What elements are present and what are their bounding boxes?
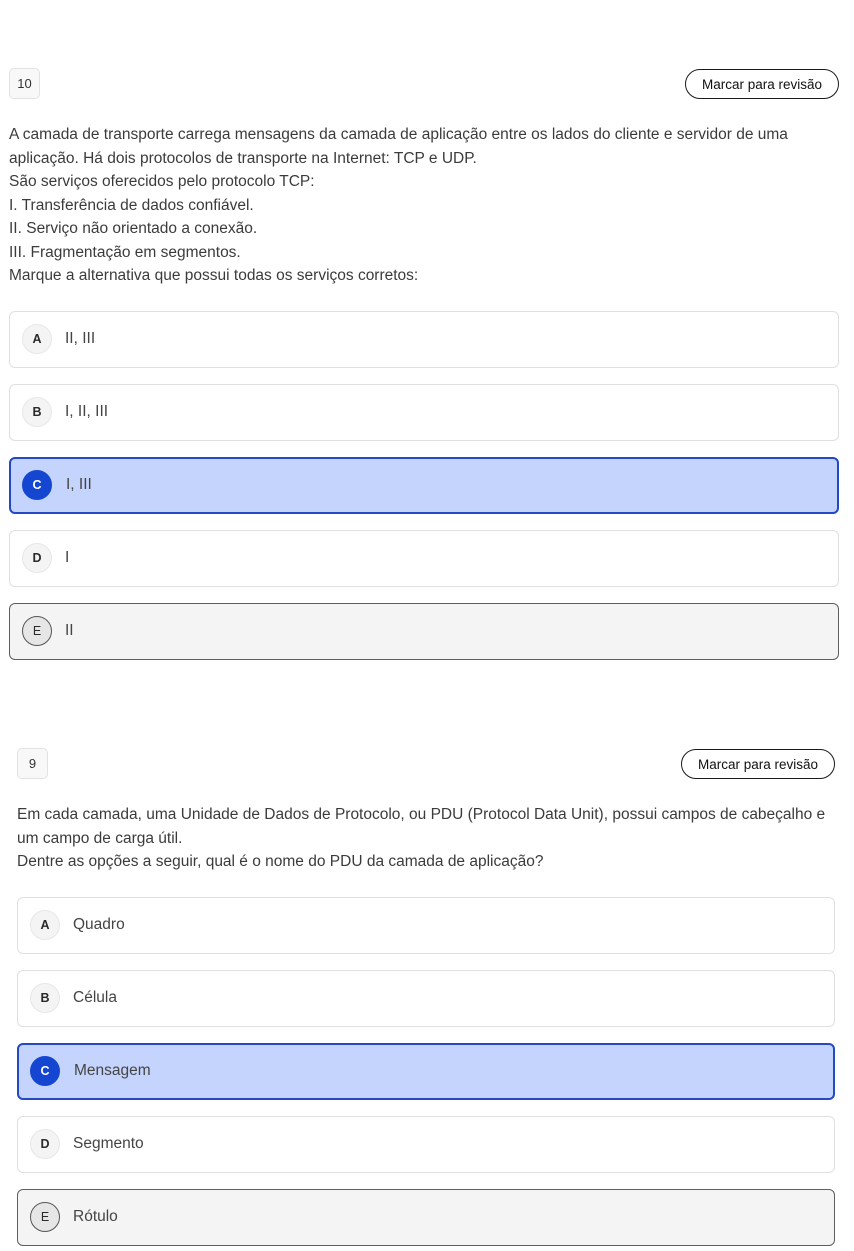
- option-text: Célula: [73, 989, 117, 1006]
- option-d[interactable]: [9, 530, 839, 587]
- option-text: I: [65, 549, 70, 566]
- option-letter: B: [30, 983, 60, 1013]
- option-d[interactable]: [17, 1116, 835, 1173]
- option-letter: B: [22, 397, 52, 427]
- option-letter: A: [22, 324, 52, 354]
- option-letter: E: [22, 616, 52, 646]
- option-c[interactable]: [9, 457, 839, 514]
- question-paragraph: Em cada camada, uma Unidade de Dados de Protocolo, ou PDU (Protocol Data Unit), possui campos de cabeçalho e um campo de carga útil.: [17, 806, 826, 847]
- question-number: 10: [9, 68, 40, 99]
- question-paragraph: Marque a alternativa que possui todas os serviços corretos:: [9, 267, 419, 284]
- option-text: II: [65, 622, 74, 639]
- mark-for-review-button[interactable]: Marcar para revisão: [685, 69, 839, 99]
- question-paragraph: São serviços oferecidos pelo protocolo TCP:: [9, 173, 315, 190]
- question-card: [9, 68, 839, 660]
- option-text: Quadro: [73, 916, 125, 933]
- question-paragraph: III. Fragmentação em segmentos.: [9, 243, 241, 261]
- question-header: [9, 68, 839, 100]
- mark-for-review-button[interactable]: Marcar para revisão: [681, 749, 835, 779]
- option-text: I, III: [66, 476, 92, 493]
- option-letter: D: [22, 543, 52, 573]
- option-e[interactable]: [17, 1189, 835, 1246]
- question-card: [17, 748, 835, 1246]
- option-a[interactable]: [17, 897, 835, 954]
- option-letter: C: [22, 470, 52, 500]
- option-c[interactable]: [17, 1043, 835, 1100]
- option-letter: A: [30, 910, 60, 940]
- option-text: Mensagem: [74, 1062, 151, 1079]
- option-b[interactable]: [17, 970, 835, 1027]
- question-text: [17, 803, 835, 874]
- option-a[interactable]: [9, 311, 839, 368]
- option-text: I, II, III: [65, 403, 109, 420]
- option-text: Segmento: [73, 1135, 144, 1152]
- option-letter: C: [30, 1056, 60, 1086]
- question-paragraph: Dentre as opções a seguir, qual é o nome do PDU da camada de aplicação?: [17, 853, 544, 870]
- question-paragraph: II. Serviço não orientado a conexão.: [9, 220, 258, 237]
- question-text: [9, 123, 839, 288]
- option-letter: D: [30, 1129, 60, 1159]
- answer-options: [17, 897, 835, 1246]
- option-b[interactable]: [9, 384, 839, 441]
- option-text: Rótulo: [73, 1208, 118, 1225]
- answer-options: [9, 311, 839, 660]
- option-letter: E: [30, 1202, 60, 1232]
- question-header: [17, 748, 835, 780]
- option-e[interactable]: [9, 603, 839, 660]
- option-text: II, III: [65, 330, 96, 347]
- question-paragraph: I. Transferência de dados confiável.: [9, 196, 254, 214]
- question-paragraph: A camada de transporte carrega mensagens da camada de aplicação entre os lados do cliente e servidor de uma aplicação. Há dois protocolos de transporte na Internet: TCP e UDP.: [9, 126, 788, 167]
- question-number: 9: [17, 748, 48, 779]
